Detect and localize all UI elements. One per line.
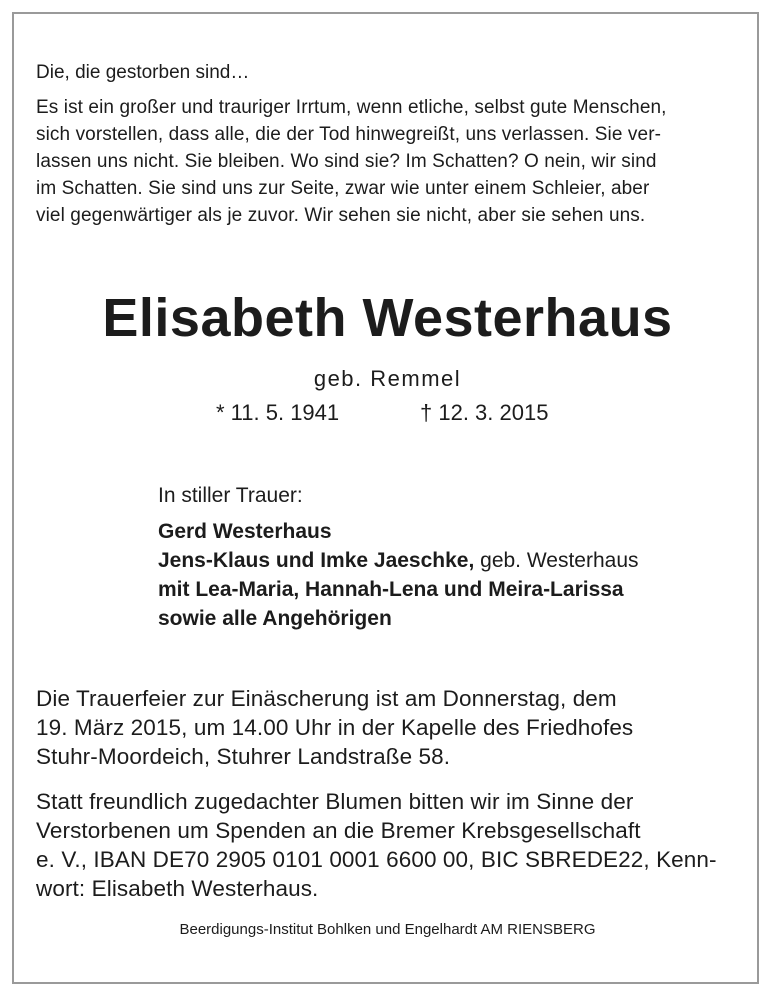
mourner-line bbox=[158, 578, 624, 602]
funeral-home: Beerdigungs-Institut Bohlken und Engelhardt AM RIENSBERG bbox=[179, 921, 596, 938]
donation-line: Statt freundlich zugedachter Blumen bitten wir im Sinne der bbox=[36, 789, 634, 814]
mourner-name: mit Lea-Maria, Hannah-Lena und Meira-Larissa bbox=[158, 578, 624, 601]
mourner-name: sowie alle Angehörigen bbox=[158, 607, 392, 630]
poem-line: im Schatten. Sie sind uns zur Seite, zwar wie unter einem Schleier, aber bbox=[36, 178, 650, 199]
donation-line: Verstorbenen um Spenden an die Bremer Krebsgesellschaft bbox=[36, 818, 641, 843]
mourner-name: Jens-Klaus und Imke Jaeschke, bbox=[158, 549, 475, 572]
mourner-line bbox=[158, 607, 392, 631]
service-line: Die Trauerfeier zur Einäscherung ist am Donnerstag, dem bbox=[36, 686, 617, 711]
poem-line: lassen uns nicht. Sie bleiben. Wo sind sie? Im Schatten? O nein, wir sind bbox=[36, 151, 657, 172]
mourner-line bbox=[158, 520, 332, 544]
birth-date: * 11. 5. 1941 bbox=[216, 400, 340, 425]
mourner-line bbox=[158, 549, 639, 573]
poem-line: Es ist ein großer und trauriger Irrtum, wenn etliche, selbst gute Menschen, bbox=[36, 97, 667, 118]
maiden-name: geb. Remmel bbox=[313, 366, 462, 391]
poem-line: viel gegenwärtiger als je zuvor. Wir sehen sie nicht, aber sie sehen uns. bbox=[36, 205, 646, 226]
poem-title: Die, die gestorben sind… bbox=[36, 62, 250, 83]
mourner-name: Gerd Westerhaus bbox=[158, 520, 332, 543]
mourning-label: In stiller Trauer: bbox=[158, 484, 303, 507]
mourner-maiden-name: geb. Westerhaus bbox=[474, 549, 639, 572]
donation-line: wort: Elisabeth Westerhaus. bbox=[36, 876, 319, 901]
service-line: Stuhr-Moordeich, Stuhrer Landstraße 58. bbox=[36, 744, 451, 769]
service-line: 19. März 2015, um 14.00 Uhr in der Kapelle des Friedhofes bbox=[36, 715, 634, 740]
poem-line: sich vorstellen, dass alle, die der Tod hinwegreißt, uns verlassen. Sie ver- bbox=[36, 124, 662, 145]
donation-line: e. V., IBAN DE70 2905 0101 0001 6600 00, BIC SBREDE22, Kenn- bbox=[36, 847, 717, 872]
death-date: † 12. 3. 2015 bbox=[420, 400, 549, 425]
deceased-name: Elisabeth Westerhaus bbox=[102, 288, 673, 348]
